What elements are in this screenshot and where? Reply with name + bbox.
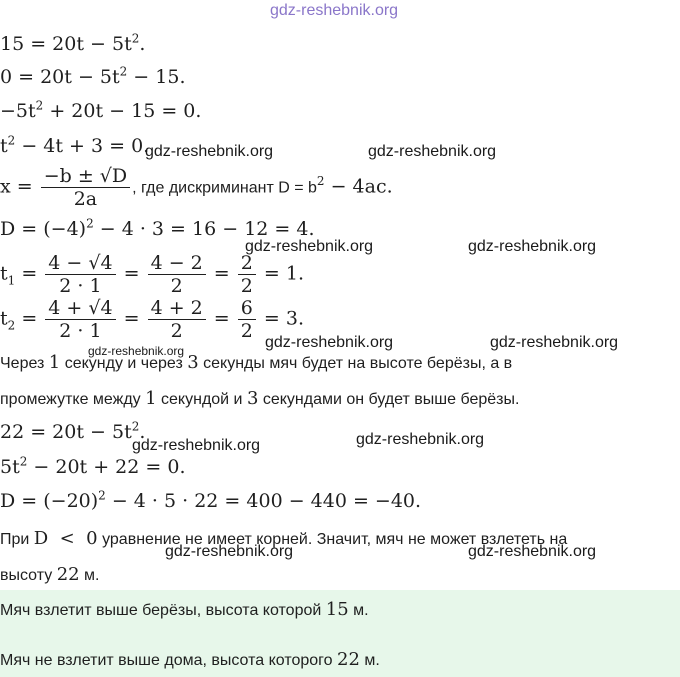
answer-1-text-b: м. (348, 602, 369, 619)
p2-text-b: секундой и (156, 391, 247, 408)
answer-2-math: 22 (337, 649, 360, 670)
watermark: gdz-reshebnik.org (132, 437, 261, 454)
answer-2 (0, 649, 380, 672)
watermark: gdz-reshebnik.org (145, 143, 274, 160)
eq5-text-a: x = (0, 175, 39, 198)
p3-text-a: При (0, 531, 34, 548)
watermark-top: gdz-reshebnik.org (270, 2, 399, 19)
t2-end: = 3. (257, 307, 304, 330)
t1-end: = 1. (257, 262, 304, 285)
eq5-exponent: 2 (316, 174, 325, 189)
p2-text-c: секундами он будет выше берёзы. (258, 391, 520, 408)
eq5-text-c: − 4ac. (324, 175, 393, 198)
answer-1-text-a: Мяч взлетит выше берёзы, высота которой (0, 602, 326, 619)
equation-line-10 (0, 456, 186, 478)
eq11-text-a: D = (−20) (0, 490, 99, 512)
watermark: gdz-reshebnik.org (490, 334, 619, 351)
t2-f2-denominator: 2 (170, 320, 183, 342)
eq1-end: . (139, 33, 146, 55)
eq6-exponent: 2 (86, 216, 94, 231)
quadratic-numerator: −b ± √D (41, 165, 130, 188)
t1-f2-numerator: 4 − 2 (148, 252, 206, 275)
equation-line-1 (0, 33, 145, 55)
p1-text-a: Через (0, 355, 49, 372)
watermark: gdz-reshebnik.org (468, 238, 597, 255)
t2-f3-numerator: 6 (238, 297, 256, 320)
t1-eq2: = (117, 262, 146, 285)
paragraph-4 (0, 564, 99, 587)
quadratic-fraction (41, 165, 130, 210)
t2-fraction-3 (238, 297, 256, 342)
eq2-text-b: − 15. (127, 66, 186, 88)
eq3-exponent: 2 (35, 98, 44, 113)
answer-2-text-b: м. (359, 652, 380, 669)
paragraph-1 (0, 352, 512, 375)
eq4-exponent: 2 (7, 133, 16, 148)
p4-text-a: высоту (0, 567, 57, 584)
t1-fraction-3 (238, 252, 256, 297)
eq3-text-a: −5t (0, 100, 36, 122)
eq9-text-a: 22 = 20t − 5t (0, 421, 132, 443)
equation-line-t1 (0, 252, 304, 297)
p2-math-1: 1 (145, 388, 157, 409)
watermark: gdz-reshebnik.org (245, 238, 374, 255)
p1-math-1: 1 (48, 352, 61, 373)
t2-eq2: = (117, 307, 146, 330)
t1-f1-numerator: 4 − √4 (45, 252, 115, 275)
eq3-text-b: + 20t − 15 = 0. (43, 100, 202, 122)
t2-f1-numerator: 4 + √4 (45, 297, 115, 320)
t1-var: t (0, 262, 8, 285)
p4-text-b: м. (79, 567, 100, 584)
eq11-exponent: 2 (98, 488, 106, 503)
t2-subscript: 2 (7, 318, 16, 333)
t1-f1-denominator: 2 · 1 (59, 275, 102, 297)
t1-fraction-2 (148, 252, 206, 297)
eq10-exponent: 2 (19, 454, 28, 469)
eq6-text-b: − 4 · 3 = 16 − 12 = 4. (93, 218, 315, 240)
t2-eq: = (15, 307, 44, 330)
equation-line-9 (0, 421, 145, 443)
eq1-exponent: 2 (131, 31, 140, 46)
t2-eq3: = (207, 307, 236, 330)
answer-1-math: 15 (325, 599, 349, 620)
answer-1 (0, 599, 369, 622)
t1-eq: = (15, 262, 44, 285)
p2-text-a: промежутке между (0, 391, 146, 408)
equation-line-3 (0, 100, 201, 122)
t2-fraction-1 (45, 297, 115, 342)
quadratic-denominator: 2a (73, 188, 98, 210)
eq9-end: . (139, 421, 146, 443)
eq11-text-b: − 4 · 5 · 22 = 400 − 440 = −40. (105, 490, 422, 512)
watermark: gdz-reshebnik.org (356, 431, 485, 448)
watermark-small: gdz-reshebnik.org (88, 344, 185, 358)
watermark: gdz-reshebnik.org (468, 543, 597, 560)
answer-2-text-a: Мяч не взлетит выше дома, высота которого (0, 652, 337, 669)
eq1-text: 15 = 20t − 5t (0, 33, 132, 55)
t1-subscript: 1 (7, 273, 16, 288)
t1-f3-numerator: 2 (238, 252, 256, 275)
t2-f2-numerator: 4 + 2 (148, 297, 206, 320)
p2-math-2: 3 (246, 388, 259, 409)
eq4-text-b: − 4t + 3 = 0. (15, 135, 150, 157)
eq10-text-b: − 20t + 22 = 0. (27, 456, 186, 478)
equation-line-2 (0, 66, 185, 88)
watermark: gdz-reshebnik.org (265, 334, 394, 351)
equation-line-6 (0, 218, 315, 240)
paragraph-2 (0, 388, 519, 411)
equation-line-5 (0, 165, 393, 210)
eq10-text-a: 5t (0, 456, 20, 478)
p3-text-b: уравнение не имеет корней. Значит, мяч не может взлететь на (97, 531, 568, 548)
p4-math: 22 (56, 564, 80, 585)
eq6-text-a: D = (−4) (0, 218, 87, 240)
equation-line-4 (0, 135, 149, 157)
eq5-text-b: , где дискриминант D = b (132, 179, 317, 197)
t2-f1-denominator: 2 · 1 (59, 320, 102, 342)
t1-fraction-1 (45, 252, 115, 297)
t2-var: t (0, 307, 8, 330)
eq4-text-a: t (0, 135, 8, 157)
t1-f3-denominator: 2 (240, 275, 253, 297)
watermark: gdz-reshebnik.org (165, 543, 294, 560)
t1-f2-denominator: 2 (170, 275, 183, 297)
t2-f3-denominator: 2 (240, 320, 253, 342)
t2-fraction-2 (148, 297, 206, 342)
equation-line-11 (0, 490, 421, 512)
equation-line-t2 (0, 297, 304, 342)
t1-eq3: = (207, 262, 236, 285)
eq2-exponent: 2 (119, 64, 128, 79)
watermark: gdz-reshebnik.org (368, 143, 497, 160)
p3-math: D < 0 (33, 528, 98, 549)
p1-text-c: секунды мяч будет на высоте берёзы, а в (198, 355, 513, 372)
eq2-text-a: 0 = 20t − 5t (0, 66, 120, 88)
p1-text-b: секунду и через (60, 355, 188, 372)
eq9-exponent: 2 (131, 419, 140, 434)
p1-math-2: 3 (187, 352, 199, 373)
